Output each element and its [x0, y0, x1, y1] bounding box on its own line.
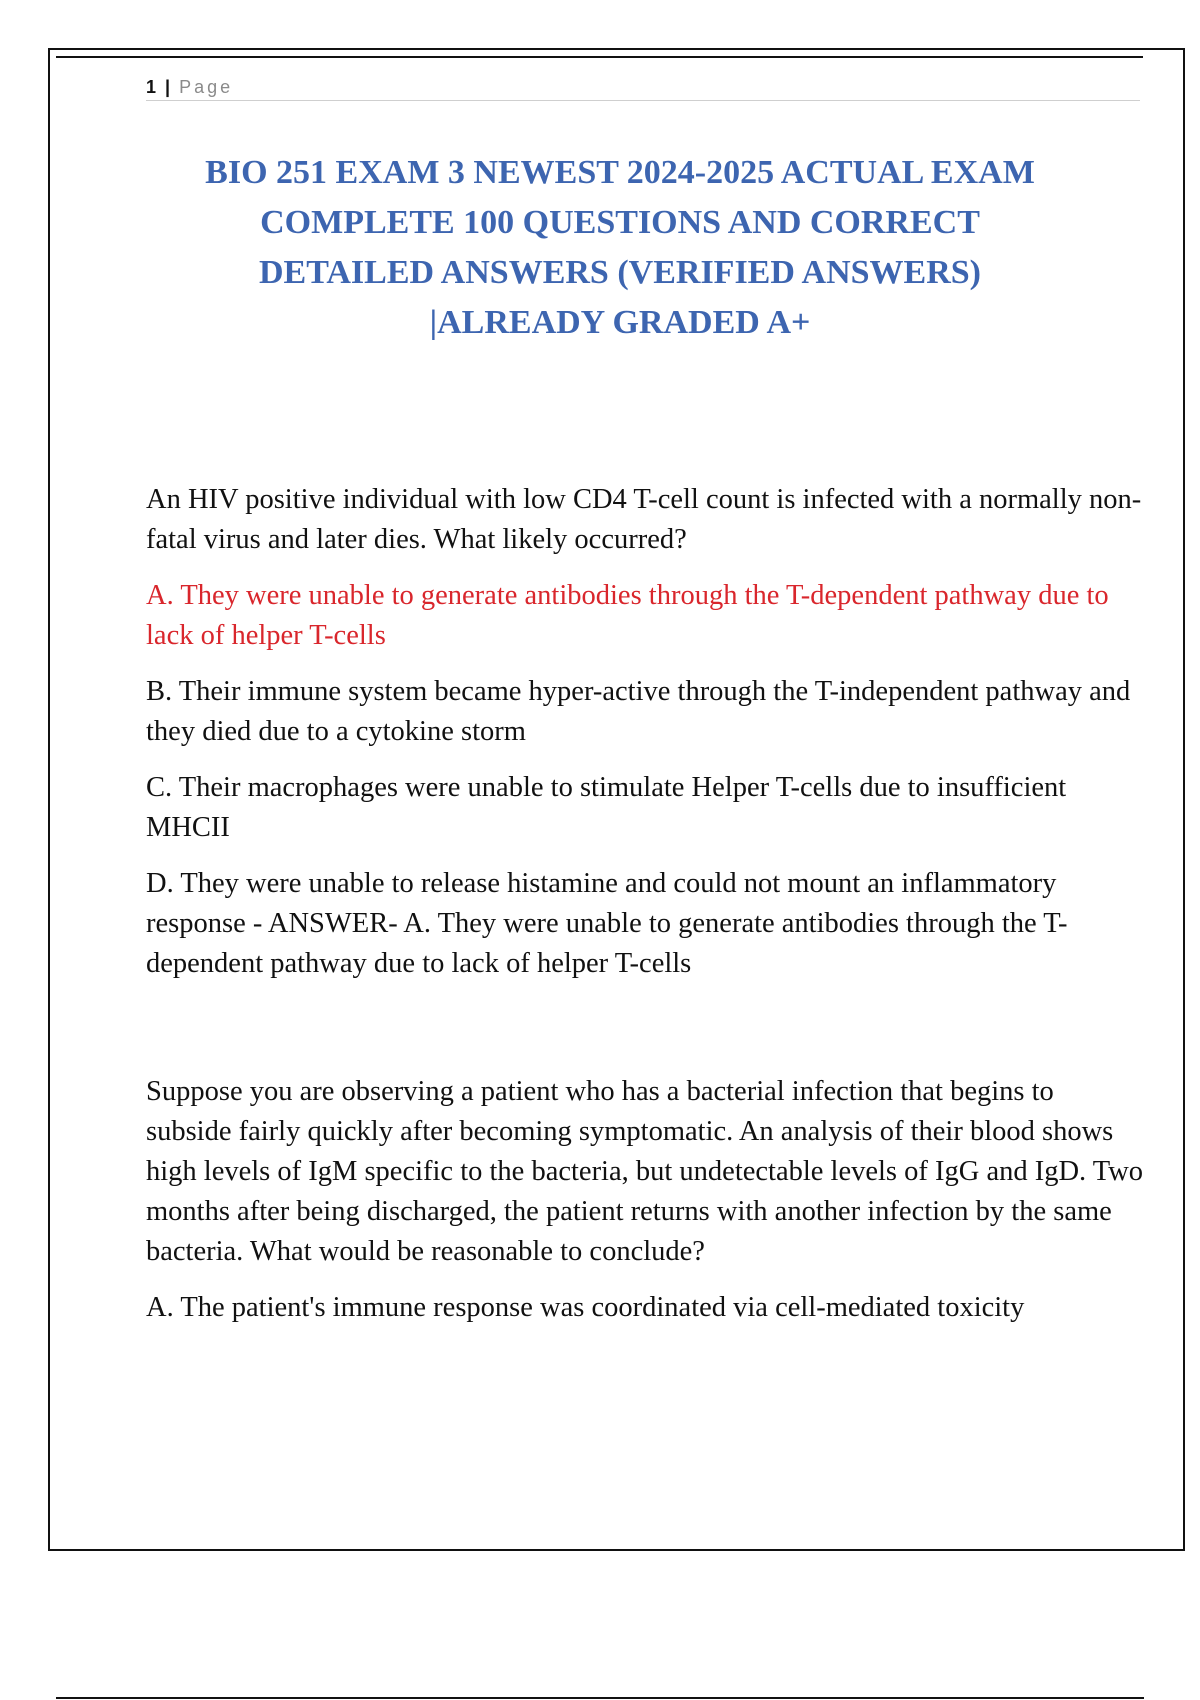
question-2-option-a: A. The patient's immune response was coordinated via cell-mediated toxicity [146, 1292, 1025, 1323]
page-separator: | [165, 77, 171, 97]
question-2-prompt: Suppose you are observing a patient who has a bacterial infection that begins to subside fairly quickly after becoming symptomatic. An analysis of their blood shows high levels of IgM specific to the bacteria, but undetectable levels of IgG and IgD. Two months after being discharged, the patient returns with another infection by the same bacteria. What would be reasonable to conclude? [146, 1076, 1144, 1267]
question-1-option-d-answer: D. They were unable to release histamine and could not mount an inflammatory response - ANSWER- A. They were unable to generate antibodies through the T-dependent pathway due to lack of helper T-cells [146, 868, 1068, 979]
title-line: DETAILED ANSWERS (VERIFIED ANSWERS) [258, 254, 982, 291]
question-1-option-c: C. Their macrophages were unable to stimulate Helper T-cells due to insufficient MHCII [146, 772, 1067, 843]
page-number: 1 [146, 77, 157, 97]
title-line: BIO 251 EXAM 3 NEWEST 2024-2025 ACTUAL EXAM [205, 154, 1035, 191]
page-header [146, 74, 1140, 101]
page-label: Page [179, 77, 234, 97]
question-1-option-b: B. Their immune system became hyper-active through the T-independent pathway and they died due to a cytokine storm [146, 676, 1131, 747]
page-frame [48, 48, 1185, 1551]
document-title [120, 148, 1120, 348]
title-line: COMPLETE 100 QUESTIONS AND CORRECT [260, 204, 980, 241]
frame-top-rule [56, 56, 1143, 58]
next-page-top-rule [56, 1697, 1144, 1699]
questions-body [146, 480, 1146, 1328]
question-1-prompt: An HIV positive individual with low CD4 T-cell count is infected with a normally non-fatal virus and later dies. What likely occurred? [146, 484, 1142, 555]
question-1-option-a-correct: A. They were unable to generate antibodies through the T-dependent pathway due to lack of helper T-cells [146, 580, 1109, 651]
title-line: |ALREADY GRADED A+ [429, 304, 811, 341]
